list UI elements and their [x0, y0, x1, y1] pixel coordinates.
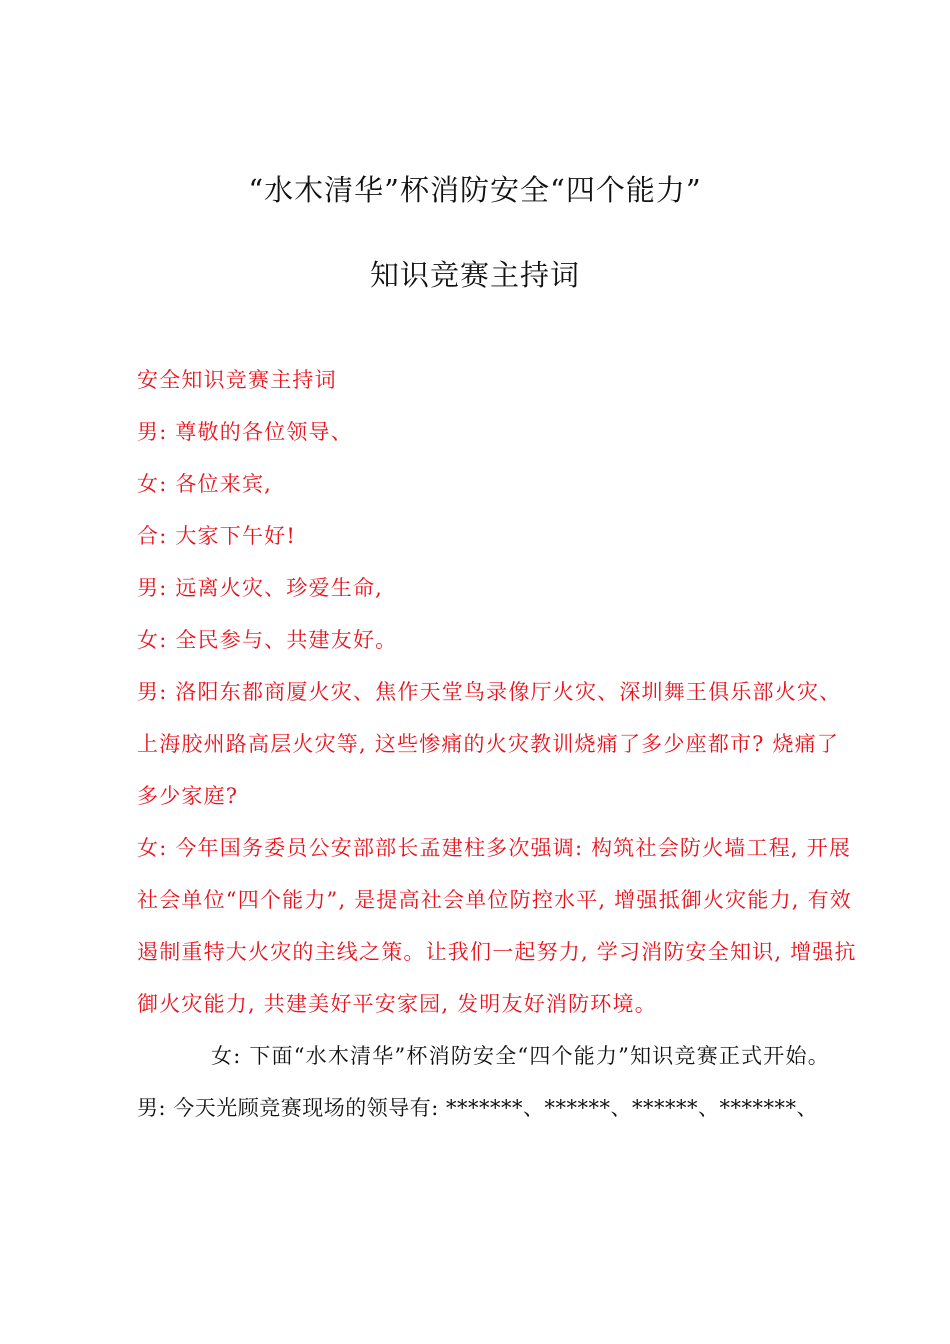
script-line-female-2: 女: 全民参与、共建友好。 — [137, 628, 398, 652]
document-body — [137, 354, 857, 1134]
script-line-male-2: 男: 远离火灾、珍爱生命, — [137, 576, 384, 600]
document-title-line-1: “水木清华”杯消防安全“四个能力” — [248, 173, 702, 207]
script-line-female-1: 女: 各位来宾, — [137, 472, 273, 496]
script-paragraph-female-policy: 女: 今年国务委员公安部部长孟建柱多次强调: 构筑社会防火墙工程, 开展社会单位“四个能力”, 是提高社会单位防控水平, 增强抵御火灾能力, 有效遏制重特大火灾的主线之策。让我们一起努力, 学习消防安全知识, 增强抗御火灾能力, 共建美好平安家园, 发明友好消防环境。 — [137, 836, 857, 1016]
script-line-together: 合: 大家下午好! — [137, 524, 296, 548]
script-line-male-1: 男: 尊敬的各位领导、 — [137, 420, 353, 444]
script-paragraph-female-start: 女: 下面“水木清华”杯消防安全“四个能力”知识竞赛正式开始。 — [211, 1044, 830, 1068]
document-title-line-2: 知识竞赛主持词 — [369, 258, 580, 292]
script-paragraph-male-fires: 男: 洛阳东都商厦火灾、焦作天堂鸟录像厅火灾、深圳舞王俱乐部火灾、上海胶州路高层火灾等, 这些惨痛的火灾教训烧痛了多少座都市? 烧痛了多少家庭? — [137, 680, 842, 808]
section-heading: 安全知识竞赛主持词 — [137, 368, 337, 392]
script-line-male-leaders: 男: 今天光顾竞赛现场的领导有: *******、******、******、*******、 — [137, 1096, 818, 1120]
